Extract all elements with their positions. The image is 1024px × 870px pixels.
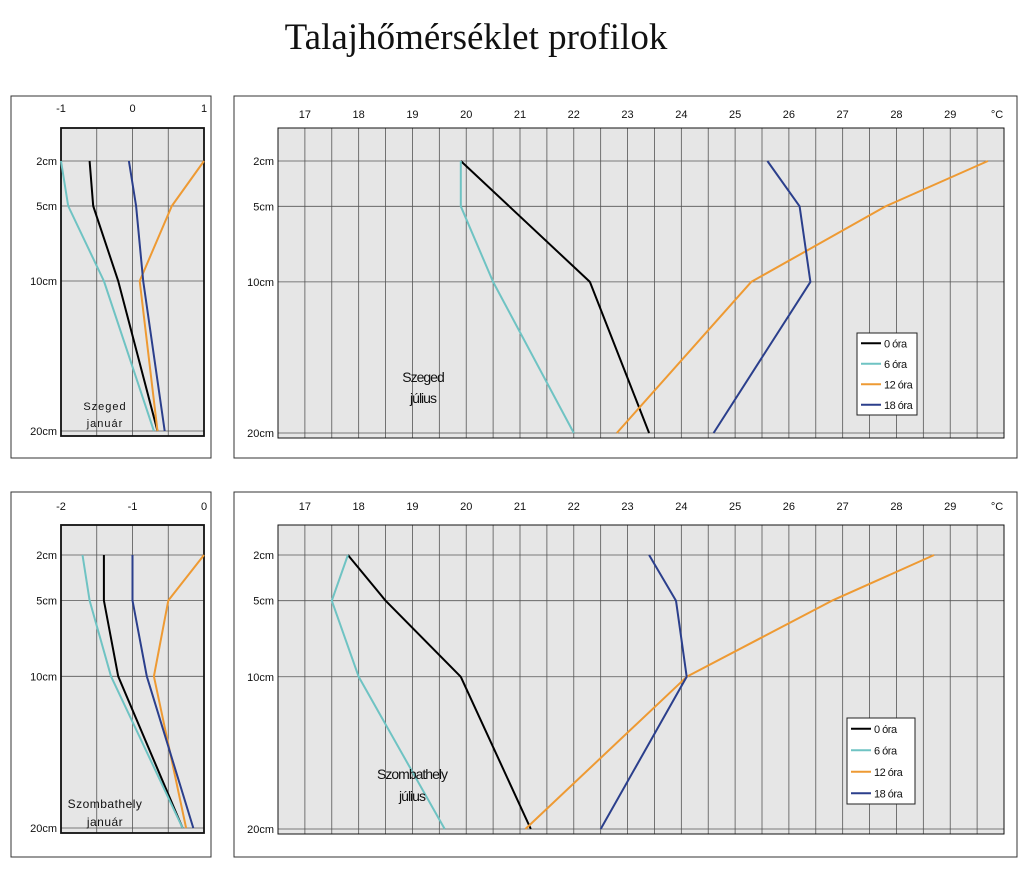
- y-tick-label: 2cm: [36, 156, 57, 168]
- legend-label: 18 óra: [884, 399, 913, 412]
- x-tick-label: 18: [352, 501, 365, 513]
- x-tick-label: 26: [782, 501, 796, 513]
- y-tick-label: 20cm: [247, 824, 274, 836]
- chart-2: [11, 492, 211, 857]
- x-tick-label: 17: [298, 501, 312, 513]
- x-tick-label: 22: [567, 501, 580, 513]
- legend-label: 6 óra: [874, 745, 897, 758]
- x-tick-label: 26: [782, 109, 796, 121]
- x-tick-label: 18: [352, 109, 365, 121]
- chart-annotation-place: Szeged: [402, 369, 444, 385]
- chart-3: [234, 492, 1017, 857]
- chart-annotation-place: Szeged: [83, 401, 127, 413]
- x-tick-label: -1: [127, 501, 138, 513]
- x-tick-label: 27: [836, 109, 849, 121]
- y-tick-label: 10cm: [30, 276, 57, 288]
- x-unit-label: °C: [990, 501, 1004, 513]
- legend-label: 6 óra: [884, 358, 907, 371]
- legend-label: 0 óra: [884, 338, 907, 351]
- y-tick-label: 20cm: [30, 426, 57, 438]
- y-tick-label: 5cm: [253, 201, 274, 214]
- x-tick-label: 29: [944, 109, 957, 121]
- y-tick-label: 2cm: [36, 550, 57, 562]
- x-tick-label: 28: [890, 109, 903, 121]
- y-tick-label: 20cm: [247, 428, 274, 440]
- x-tick-label: 29: [944, 501, 957, 513]
- y-tick-label: 10cm: [247, 671, 274, 684]
- chart-1: [234, 96, 1017, 458]
- chart-0: [11, 96, 211, 458]
- y-tick-label: 2cm: [253, 550, 274, 562]
- x-tick-label: -1: [56, 103, 66, 115]
- chart-annotation-place: Szombathely: [67, 797, 143, 811]
- x-tick-label: 23: [621, 109, 634, 121]
- chart-annotation-place: Szombathely: [377, 766, 447, 782]
- x-tick-label: 0: [129, 103, 136, 115]
- x-tick-label: 19: [406, 501, 419, 513]
- x-tick-label: 22: [567, 109, 580, 121]
- y-tick-label: 5cm: [253, 595, 274, 608]
- x-tick-label: 19: [406, 109, 419, 121]
- y-tick-label: 2cm: [253, 156, 274, 168]
- x-tick-label: -2: [56, 501, 66, 513]
- chart-annotation-month: július: [410, 390, 436, 406]
- y-tick-label: 10cm: [30, 671, 57, 684]
- y-tick-label: 5cm: [36, 201, 57, 213]
- y-tick-label: 5cm: [36, 595, 57, 608]
- x-unit-label: °C: [990, 109, 1004, 121]
- x-tick-label: 1: [200, 103, 208, 115]
- page-title: Talajhőmérséklet profilok: [284, 17, 668, 58]
- chart-annotation-month: július: [399, 788, 425, 804]
- x-tick-label: 24: [675, 109, 688, 121]
- x-tick-label: 28: [890, 501, 903, 513]
- x-tick-label: 17: [298, 109, 312, 121]
- chart-annotation-month: január: [86, 418, 124, 430]
- x-tick-label: 24: [675, 501, 688, 513]
- y-tick-label: 20cm: [30, 823, 57, 835]
- y-tick-label: 10cm: [247, 276, 274, 289]
- legend-label: 0 óra: [874, 723, 897, 736]
- x-tick-label: 20: [460, 109, 473, 121]
- x-tick-label: 25: [728, 109, 742, 121]
- x-tick-label: 25: [728, 501, 742, 513]
- x-tick-label: 27: [836, 501, 849, 513]
- legend-label: 12 óra: [884, 379, 913, 392]
- x-tick-label: 21: [513, 109, 527, 121]
- x-tick-label: 0: [200, 501, 208, 513]
- x-tick-label: 23: [621, 501, 634, 513]
- legend-label: 12 óra: [874, 766, 903, 779]
- chart-annotation-month: január: [86, 815, 124, 829]
- x-tick-label: 20: [460, 501, 473, 513]
- x-tick-label: 21: [513, 501, 527, 513]
- legend-label: 18 óra: [874, 788, 903, 801]
